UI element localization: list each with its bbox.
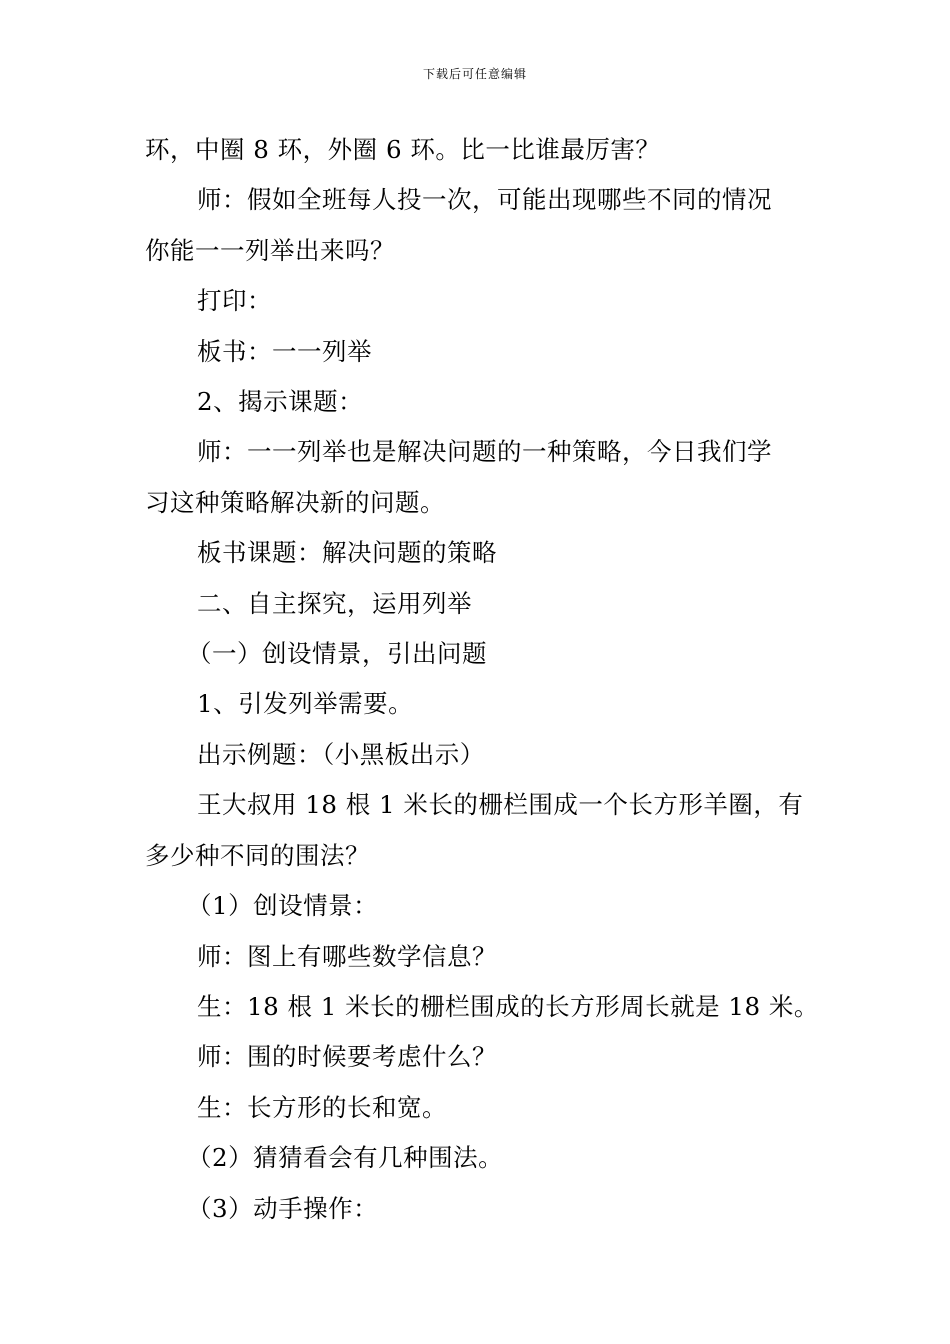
section-heading: （一）创设情景，引出问题 bbox=[187, 639, 487, 669]
paragraph: 生：长方形的长和宽。 bbox=[197, 1092, 447, 1122]
document-body bbox=[145, 125, 819, 1234]
section-heading: 2、揭示课题： bbox=[197, 387, 364, 417]
paragraph: 王大叔用 18 根 1 米长的栅栏围成一个长方形羊圈，有 bbox=[197, 790, 804, 820]
paragraph: 板书课题：解决问题的策略 bbox=[197, 538, 497, 568]
paragraph: 多少种不同的围法？ bbox=[145, 840, 370, 870]
paragraph: 生：18 根 1 米长的栅栏围成的长方形周长就是 18 米。 bbox=[197, 991, 819, 1021]
paragraph: 打印： bbox=[197, 286, 272, 316]
section-heading: 二、自主探究，运用列举 bbox=[197, 588, 472, 618]
paragraph: 你能一一列举出来吗？ bbox=[145, 235, 395, 265]
paragraph: 习这种策略解决新的问题。 bbox=[145, 487, 445, 517]
paragraph: 出示例题：（小黑板出示） bbox=[197, 739, 485, 769]
paragraph: 环，中圈 8 环，外圈 6 环。比一比谁最厉害？ bbox=[145, 135, 661, 164]
section-heading: （3）动手操作： bbox=[187, 1193, 379, 1223]
section-heading: （2）猜猜看会有几种围法。 bbox=[187, 1143, 504, 1173]
paragraph: 师：假如全班每人投一次，可能出现哪些不同的情况 bbox=[197, 185, 772, 215]
paragraph: 板书：一一列举 bbox=[197, 336, 372, 366]
paragraph: 师：一一列举也是解决问题的一种策略，今日我们学 bbox=[197, 437, 772, 467]
section-heading: （1）创设情景： bbox=[187, 891, 379, 921]
paragraph: 师：围的时候要考虑什么？ bbox=[197, 1042, 497, 1072]
paragraph: 师：图上有哪些数学信息？ bbox=[197, 941, 497, 971]
page-header: 下载后可任意编辑 bbox=[422, 67, 527, 81]
section-heading: 1、引发列举需要。 bbox=[197, 689, 414, 719]
